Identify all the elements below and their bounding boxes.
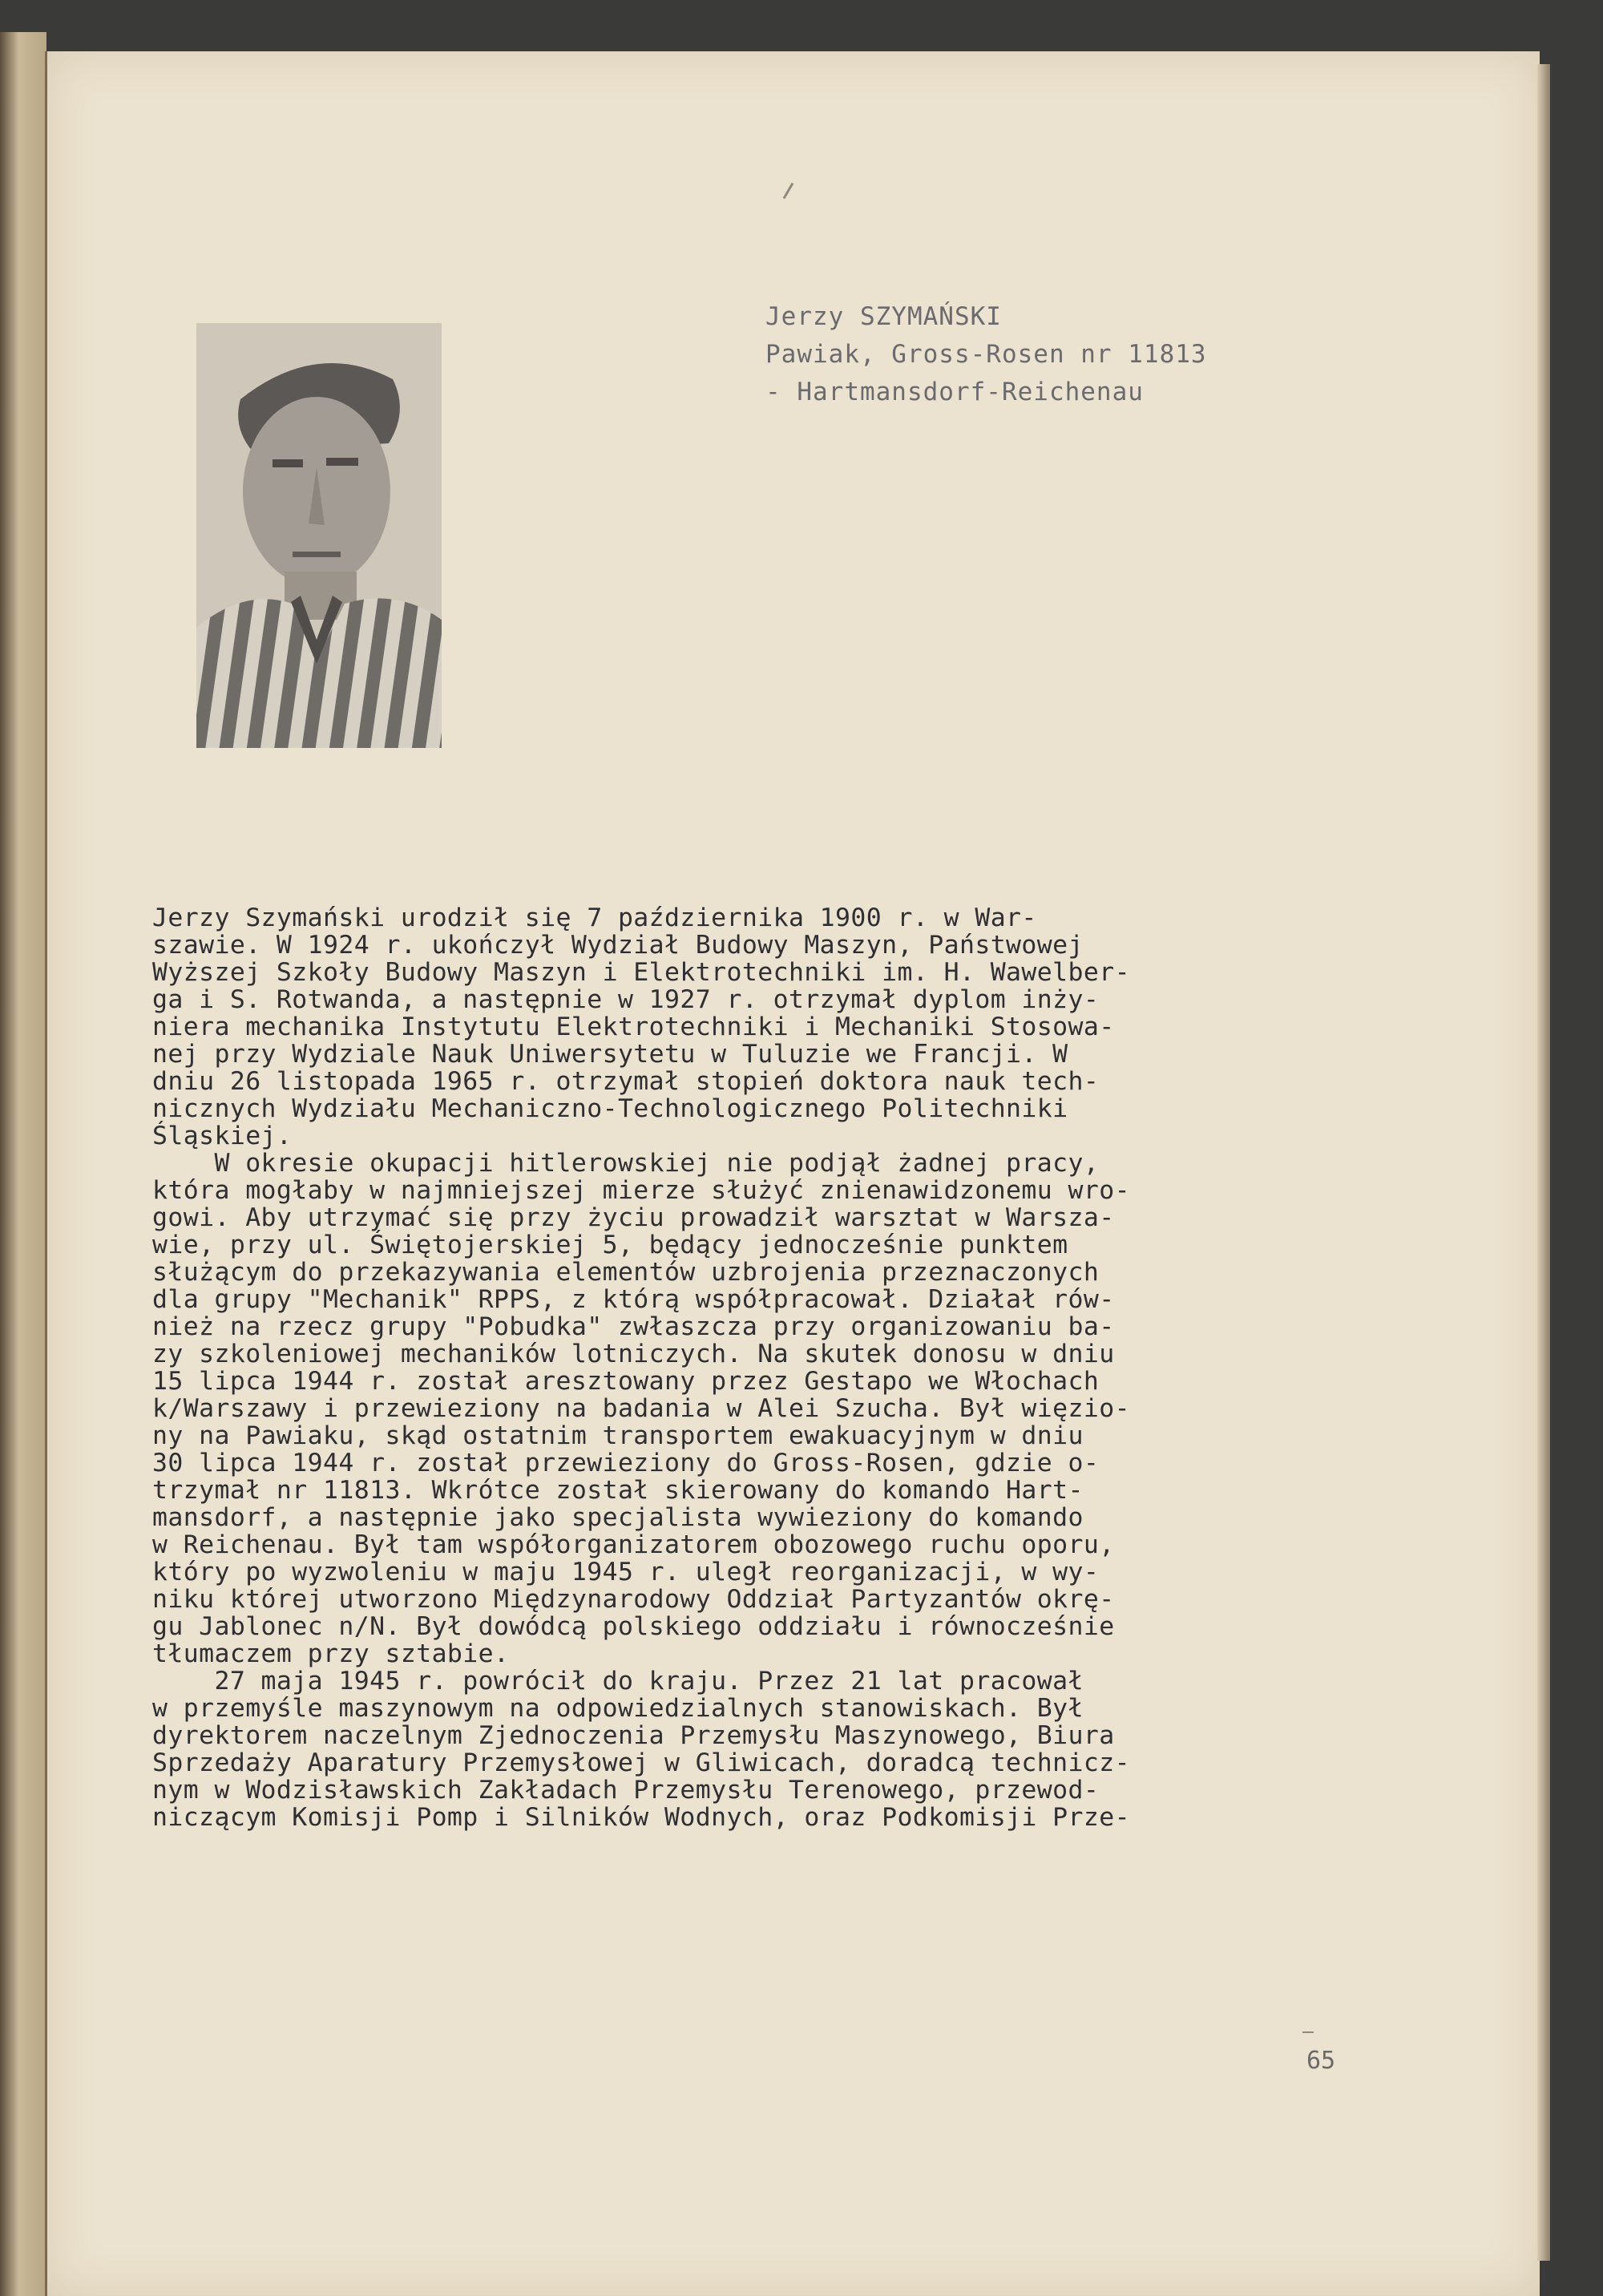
text-line: k/Warszawy i przewieziony na badania w Alei Szucha. Był więzio- bbox=[152, 1394, 1130, 1423]
prisoner-name: Jerzy SZYMAŃSKI bbox=[765, 302, 1002, 331]
text-line: nicznych Wydziału Mechaniczno-Technologicznego Politechniki bbox=[152, 1094, 1068, 1123]
portrait-photo bbox=[196, 323, 442, 748]
text-line: niczącym Komisji Pomp i Silników Wodnych, oraz Podkomisji Prze- bbox=[152, 1803, 1130, 1832]
text-line: ga i S. Rotwanda, a następnie w 1927 r. otrzymał dyplom inży- bbox=[152, 985, 1100, 1014]
text-line: zy szkoleniowej mechaników lotniczych. Na skutek donosu w dniu bbox=[152, 1340, 1115, 1368]
text-line: Jerzy Szymański urodził się 7 października 1900 r. w War- bbox=[152, 903, 1037, 932]
pencil-mark bbox=[783, 183, 794, 200]
text-line: gu Jablonec n/N. Był dowódcą polskiego oddziału i równocześnie bbox=[152, 1612, 1115, 1641]
prisoner-header bbox=[765, 298, 1407, 411]
text-line: trzymał nr 11813. Wkrótce został skierowany do komando Hart- bbox=[152, 1476, 1084, 1505]
text-line: służącym do przekazywania elementów uzbrojenia przeznaczonych bbox=[152, 1258, 1100, 1287]
text-line: Wyższej Szkoły Budowy Maszyn i Elektrotechniki im. H. Wawelber- bbox=[152, 958, 1130, 987]
text-line: mansdorf, a następnie jako specjalista wywieziony do komando bbox=[152, 1503, 1084, 1532]
text-line: 15 lipca 1944 r. został aresztowany przez Gestapo we Włochach bbox=[152, 1367, 1100, 1396]
text-line: w Reichenau. Był tam współorganizatorem obozowego ruchu oporu, bbox=[152, 1530, 1115, 1559]
page-edge bbox=[1537, 64, 1550, 2261]
camp-route-line-2: - Hartmansdorf-Reichenau bbox=[765, 378, 1144, 406]
text-line: niku której utworzono Międzynarodowy Oddział Partyzantów okrę- bbox=[152, 1585, 1115, 1614]
text-line: w przemyśle maszynowym na odpowiedzialnych stanowiskach. Był bbox=[152, 1694, 1084, 1723]
text-line: szawie. W 1924 r. ukończył Wydział Budowy Maszyn, Państwowej bbox=[152, 931, 1084, 960]
facing-page-edge bbox=[0, 32, 46, 2296]
text-line: W okresie okupacji hitlerowskiej nie podjął żadnej pracy, bbox=[152, 1149, 1100, 1178]
pencil-mark bbox=[1302, 2031, 1314, 2033]
text-line: Sprzedaży Aparatury Przemysłowej w Gliwicach, doradcą technicz- bbox=[152, 1748, 1130, 1777]
text-line: która mogłaby w najmniejszej mierze służyć znienawidzonemu wro- bbox=[152, 1176, 1130, 1205]
page-number: 65 bbox=[1306, 2047, 1336, 2075]
text-line: nej przy Wydziale Nauk Uniwersytetu w Tuluzie we Francji. W bbox=[152, 1040, 1068, 1069]
text-line: gowi. Aby utrzymać się przy życiu prowadził warsztat w Warsza- bbox=[152, 1203, 1115, 1232]
camp-route-line-1: Pawiak, Gross-Rosen nr 11813 bbox=[765, 340, 1207, 369]
text-line: nież na rzecz grupy "Pobudka" zwłaszcza przy organizowaniu ba- bbox=[152, 1312, 1115, 1341]
text-line: który po wyzwoleniu w maju 1945 r. uległ reorganizacji, w wy- bbox=[152, 1558, 1100, 1587]
portrait-photo-icon bbox=[196, 323, 442, 748]
text-line: nym w Wodzisławskich Zakładach Przemysłu Terenowego, przewod- bbox=[152, 1776, 1100, 1805]
text-line: dyrektorem naczelnym Zjednoczenia Przemysłu Maszynowego, Biura bbox=[152, 1721, 1115, 1750]
biography-text bbox=[152, 904, 1379, 1831]
text-line: niera mechanika Instytutu Elektrotechniki i Mechaniki Stosowa- bbox=[152, 1013, 1115, 1041]
text-line: 30 lipca 1944 r. został przewieziony do Gross-Rosen, gdzie o- bbox=[152, 1449, 1100, 1477]
text-line: dla grupy "Mechanik" RPPS, z którą współpracował. Działał rów- bbox=[152, 1285, 1115, 1314]
text-line: Śląskiej. bbox=[152, 1122, 293, 1150]
text-line: ny na Pawiaku, skąd ostatnim transportem ewakuacyjnym w dniu bbox=[152, 1421, 1084, 1450]
text-line: tłumaczem przy sztabie. bbox=[152, 1639, 510, 1668]
text-line: wie, przy ul. Świętojerskiej 5, będący jednocześnie punktem bbox=[152, 1231, 1068, 1259]
text-line: dniu 26 listopada 1965 r. otrzymał stopień doktora nauk tech- bbox=[152, 1067, 1100, 1096]
text-line: 27 maja 1945 r. powrócił do kraju. Przez 21 lat pracował bbox=[152, 1667, 1084, 1696]
